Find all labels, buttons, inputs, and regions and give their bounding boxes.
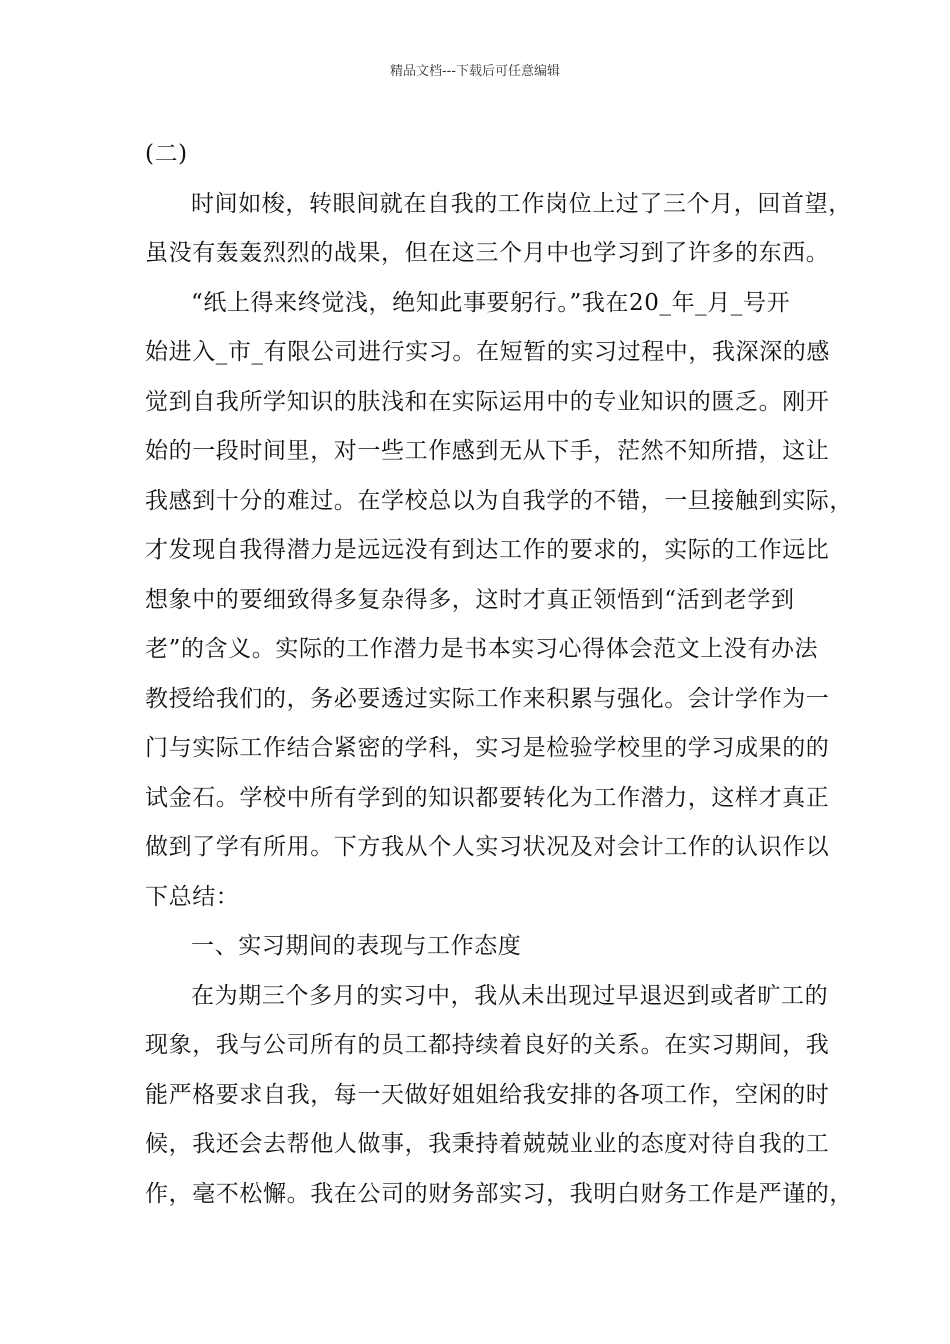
document-body [145,130,853,1219]
text-line: 虽没有轰轰烈烈的战果，但在这三个月中也学习到了许多的东西。 [145,240,830,266]
section-heading: 一、实习期间的表现与工作态度 [191,933,522,959]
text-line: 想象中的要细致得多复杂得多，这时才真正领悟到“活到老学到 [145,586,795,613]
text-line: 做到了学有所用。下方我从个人实习状况及对会计工作的认识作以 [145,834,830,860]
text-line: 现象，我与公司所有的员工都持续着良好的关系。在实习期间，我 [145,1032,830,1058]
text-line: 候，我还会去帮他人做事，我秉持着兢兢业业的态度对待自我的工 [145,1131,830,1157]
text-line: 时间如梭，转眼间就在自我的工作岗位上过了三个月，回首望， [191,190,852,217]
text-line: 我感到十分的难过。在学校总以为自我学的不错，一旦接触到实际， [145,487,853,514]
text-line: 始的一段时间里，对一些工作感到无从下手，茫然不知所措，这让 [145,438,830,464]
text-line: 在为期三个多月的实习中，我从未出现过早退迟到或者旷工的 [191,982,829,1009]
text-line: 下总结： [145,883,240,910]
text-line: “纸上得来终觉浅，绝知此事要躬行。”我在20_年_月_号开 [191,289,791,316]
text-line: 能严格要求自我，每一天做好姐姐给我安排的各项工作，空闲的时 [145,1081,830,1108]
page-header: 精品文档---下载后可任意编辑 [389,64,561,79]
text-line: 老”的含义。实际的工作潜力是书本实习心得体会范文上没有办法 [145,636,819,662]
text-line: 门与实际工作结合紧密的学科，实习是检验学校里的学习成果的的 [145,735,830,761]
section-number: (二) [145,141,188,167]
text-line: 作，毫不松懈。我在公司的财务部实习，我明白财务工作是严谨的， [145,1180,853,1207]
text-line: 教授给我们的，务必要透过实际工作来积累与强化。会计学作为一 [145,685,830,712]
text-line: 觉到自我所学知识的肤浅和在实际运用中的专业知识的匮乏。刚开 [145,388,830,415]
text-line: 试金石。学校中所有学到的知识都要转化为工作潜力，这样才真正 [145,784,830,811]
text-line: 始进入_市_有限公司进行实习。在短暂的实习过程中，我深深的感 [145,339,830,365]
text-line: 才发现自我得潜力是远远没有到达工作的要求的，实际的工作远比 [145,537,830,563]
